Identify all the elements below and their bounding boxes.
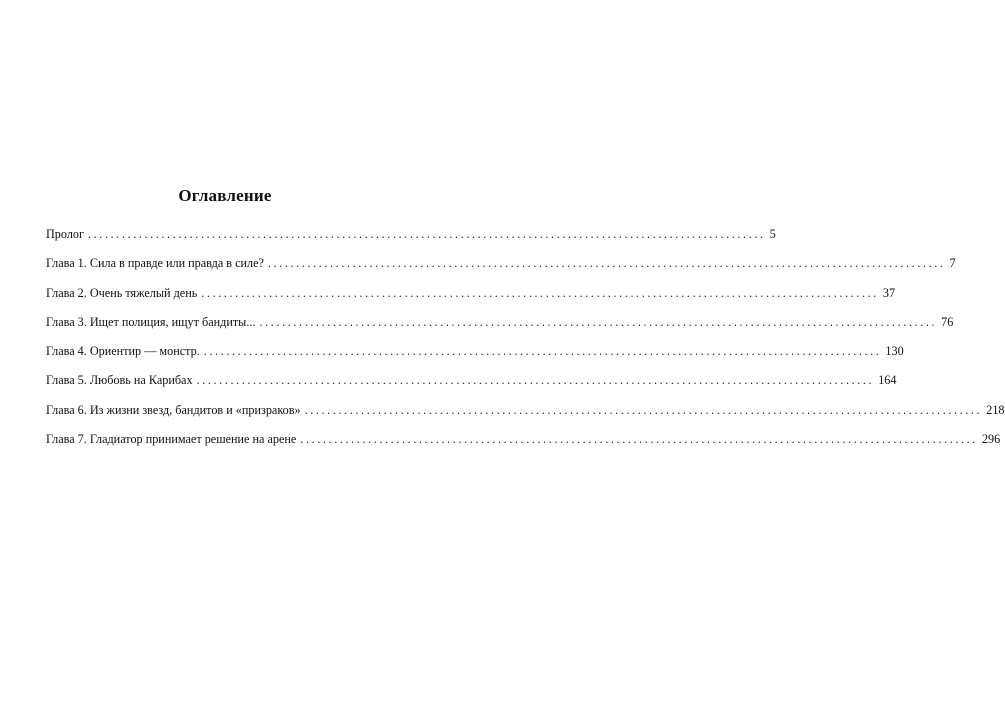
toc-entry [46, 285, 896, 314]
toc-entry-title: Глава 1. Сила в правде или правда в силе? [46, 256, 264, 271]
toc-entry-title: Пролог [46, 227, 85, 241]
toc-entry-title: Глава 2. Очень тяжелый день [46, 285, 198, 300]
dot-leader: ........................................................................................................................ [88, 227, 766, 241]
toc-entry [46, 402, 1005, 431]
toc-title: Оглавление [178, 186, 272, 205]
dot-leader: ........................................................................................................................ [196, 373, 875, 388]
toc-entry [46, 343, 904, 372]
dot-leader: ........................................................................................................................ [300, 432, 978, 447]
toc-entry-title: Глава 6. Из жизни звезд, бандитов и «призраков» [46, 402, 301, 417]
toc-entry-title: Глава 5. Любовь на Карибах [46, 373, 193, 388]
toc-entry-title: Глава 4. Ориентир — монстр. [46, 344, 200, 359]
dot-leader: ........................................................................................................................ [203, 344, 882, 359]
toc-entry-title: Глава 7. Гладиатор принимает решение на арене [46, 432, 297, 447]
toc-entry-title: Глава 3. Ищет полиция, ищут бандиты... [46, 314, 256, 329]
dot-leader: ........................................................................................................................ [304, 402, 983, 417]
toc-entry [46, 431, 1001, 460]
toc-entry-page: 130 [885, 344, 904, 359]
toc-list [46, 226, 1005, 460]
dot-leader: ........................................................................................................................ [259, 314, 938, 329]
toc-entry-page: 37 [882, 285, 896, 300]
toc-entry-page: 76 [941, 314, 954, 329]
toc-entry-page: 7 [949, 256, 956, 271]
dot-leader: ........................................................................................................................ [201, 285, 879, 300]
toc-entry [46, 255, 956, 284]
toc-entry-page: 296 [981, 432, 1001, 447]
toc-entry [46, 314, 954, 343]
toc-entry-page: 5 [769, 227, 776, 241]
toc-entry-page: 164 [878, 373, 897, 388]
toc-entry [46, 372, 897, 401]
toc-entry [46, 226, 776, 255]
toc-entry-page: 218 [986, 402, 1005, 417]
dot-leader: ........................................................................................................................ [267, 256, 946, 271]
